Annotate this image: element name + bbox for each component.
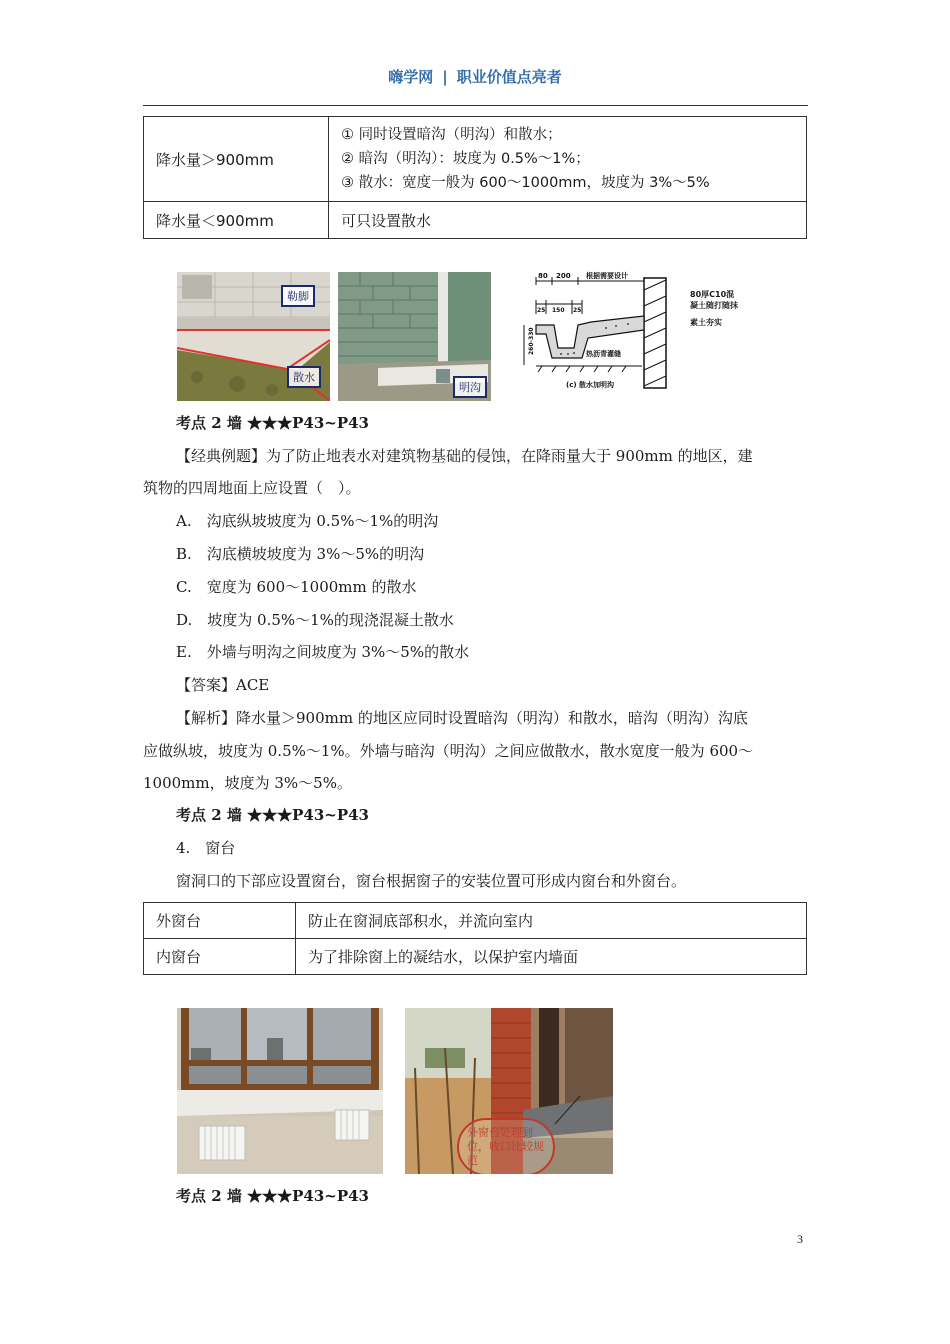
rule-line: ③ 散水：宽度一般为 600～1000mm，坡度为 3%～5% <box>341 175 710 191</box>
diagram-label-concrete: 80厚C10混凝土随打随抹 <box>690 290 738 310</box>
option-b: B. 沟底横坡坡度为 3%～5%的明沟 <box>176 545 425 563</box>
window-sill-intro: 窗洞口的下部应设置窗台，窗台根据窗子的安装位置可形成内窗台和外窗台。 <box>176 872 687 890</box>
photo-exterior-sill <box>405 1008 613 1174</box>
sill-key: 外窗台 <box>144 903 296 939</box>
header-separator: | <box>442 68 448 86</box>
dim-label: 25 <box>573 307 582 314</box>
diagram-caption: (c) 散水加明沟 <box>566 381 614 389</box>
diagram-label: 热沥青灌缝 <box>586 350 621 358</box>
sill-value: 为了排除窗上的凝结水，以保护室内墙面 <box>296 939 807 975</box>
analysis-line-2: 应做纵坡，坡度为 0.5%～1%。外墙与暗沟（明沟）之间应做散水，散水宽度一般为 600～ <box>143 742 754 760</box>
photo-plinth-apron <box>177 272 330 401</box>
tag-plinth: 勒脚 <box>281 285 315 307</box>
option-d: D. 坡度为 0.5%～1%的现浇混凝土散水 <box>176 611 454 629</box>
analysis-line-3: 1000mm，坡度为 3%～5%。 <box>143 774 352 792</box>
rule-line: ② 暗沟（明沟）：坡度为 0.5%～1%； <box>341 151 590 167</box>
rainfall-value: 可只设置散水 <box>329 202 807 239</box>
option-e: E. 外墙与明沟之间坡度为 3%～5%的散水 <box>176 643 470 661</box>
example-line-1 <box>176 440 806 472</box>
example-lead: 【经典例题】 <box>176 447 267 465</box>
photo-interior-sill <box>177 1008 383 1174</box>
analysis-lead: 【解析】 <box>176 709 237 727</box>
example-stem-2: 筑物的四周地面上应设置（ ）。 <box>143 479 361 497</box>
table-row <box>144 202 807 239</box>
table-row <box>144 117 807 202</box>
dim-label: 80 <box>538 272 548 280</box>
section-title: 考点 2 墙 ★★★P43~P43 <box>176 414 369 432</box>
rainfall-key: 降水量＞900mm <box>144 117 329 202</box>
sill-annotation: 外窗台处理到位，收口比较规范 <box>457 1118 555 1174</box>
site-name: 嗨学网 <box>388 68 434 86</box>
sill-key: 内窗台 <box>144 939 296 975</box>
dim-label: 25 <box>537 307 546 314</box>
window-sill-heading: 4. 窗台 <box>176 839 236 857</box>
tag-apron: 散水 <box>287 366 321 388</box>
dim-label: 260-330 <box>528 327 535 355</box>
window-sill-table <box>143 902 807 975</box>
rule-line: ① 同时设置暗沟（明沟）和散水； <box>341 127 562 143</box>
dim-label: 根据需要设计 <box>586 272 628 280</box>
dim-label: 200 <box>556 272 571 280</box>
example-stem-1: 为了防止地表水对建筑物基础的侵蚀，在降雨量大于 900mm 的地区，建 <box>266 447 753 465</box>
site-slogan: 职业价值点亮者 <box>456 68 562 86</box>
analysis-line-1 <box>176 702 806 734</box>
rainfall-key: 降水量＜900mm <box>144 202 329 239</box>
dim-label: 150 <box>552 307 565 314</box>
section-title: 考点 2 墙 ★★★P43~P43 <box>176 1187 369 1205</box>
table-row <box>144 939 807 975</box>
option-c: C. 宽度为 600～1000mm 的散水 <box>176 578 417 596</box>
analysis-text-1: 降水量＞900mm 的地区应同时设置暗沟（明沟）和散水，暗沟（明沟）沟底 <box>236 709 748 727</box>
option-a: A. 沟底纵坡坡度为 0.5%～1%的明沟 <box>176 512 439 530</box>
tag-open-drain: 明沟 <box>453 376 487 398</box>
header-rule <box>143 105 808 106</box>
answer: 【答案】ACE <box>176 676 270 694</box>
rainfall-table <box>143 116 807 239</box>
diagram-label-soil: 素土夯实 <box>690 318 722 327</box>
page-header <box>0 66 950 87</box>
rainfall-value <box>329 117 807 202</box>
apron-drain-diagram <box>516 270 676 395</box>
page-number: 3 <box>797 1232 803 1246</box>
table-row <box>144 903 807 939</box>
photo-open-drain <box>338 272 491 401</box>
sill-value: 防止在窗洞底部积水，并流向室内 <box>296 903 807 939</box>
section-title: 考点 2 墙 ★★★P43~P43 <box>176 806 369 824</box>
